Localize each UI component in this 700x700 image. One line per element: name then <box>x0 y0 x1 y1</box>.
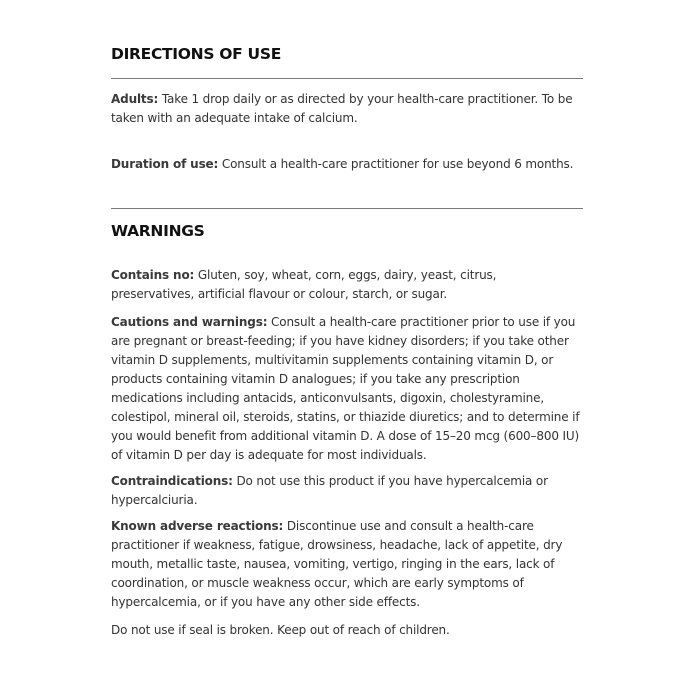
warnings-heading: WARNINGS <box>111 222 205 240</box>
contains-no-paragraph <box>111 266 583 304</box>
contraindications-paragraph <box>111 472 583 510</box>
contains-no-text: Gluten, soy, wheat, corn, eggs, dairy, yeast, citrus, preservatives, artificial flavour or colour, starch, or sugar. <box>111 268 497 301</box>
cautions-text: Consult a health-care practitioner prior to use if you are pregnant or breast-feeding; if you have kidney disorders; if you take other vitamin D supplements, multivitamin supplements containing vitamin D, or products containing vitamin D analogues; if you take any prescription medications including antacids, anticonvulsants, digoxin, cholestyramine, colestipol, mineral oil, steroids, statins, or thiazide diuretics; and to determine if you would benefit from additional vitamin D. A dose of 15–20 mcg (600–800 IU) of vitamin D per day is adequate for most individuals. <box>111 315 580 462</box>
adults-text: Take 1 drop daily or as directed by your health-care practitioner. To be taken with an adequate intake of calcium. <box>111 92 573 125</box>
adverse-reactions-label: Known adverse reactions: <box>111 519 284 533</box>
adverse-reactions-paragraph <box>111 517 583 612</box>
duration-text: Consult a health-care practitioner for use beyond 6 months. <box>218 157 574 171</box>
adults-label: Adults: <box>111 92 159 106</box>
cautions-paragraph <box>111 313 583 465</box>
divider <box>111 208 583 209</box>
contraindications-label: Contraindications: <box>111 474 233 488</box>
divider <box>111 78 583 79</box>
contraindications-text: Do not use this product if you have hypercalcemia or hypercalciuria. <box>111 474 548 507</box>
cautions-label: Cautions and warnings: <box>111 315 268 329</box>
directions-heading: DIRECTIONS OF USE <box>111 45 281 63</box>
adverse-reactions-text: Discontinue use and consult a health-care practitioner if weakness, fatigue, drowsiness, headache, lack of appetite, dry mouth, metallic taste, nausea, vomiting, vertigo, ringing in the ears, lack of coordination, or muscle weakness occur, which are early symptoms of hypercalcemia, or if you have any other side effects. <box>111 519 563 609</box>
contains-no-label: Contains no: <box>111 268 195 282</box>
adults-paragraph <box>111 90 583 128</box>
duration-paragraph <box>111 155 583 174</box>
duration-label: Duration of use: <box>111 157 219 171</box>
seal-warning-paragraph: Do not use if seal is broken. Keep out of reach of children. <box>111 623 450 637</box>
